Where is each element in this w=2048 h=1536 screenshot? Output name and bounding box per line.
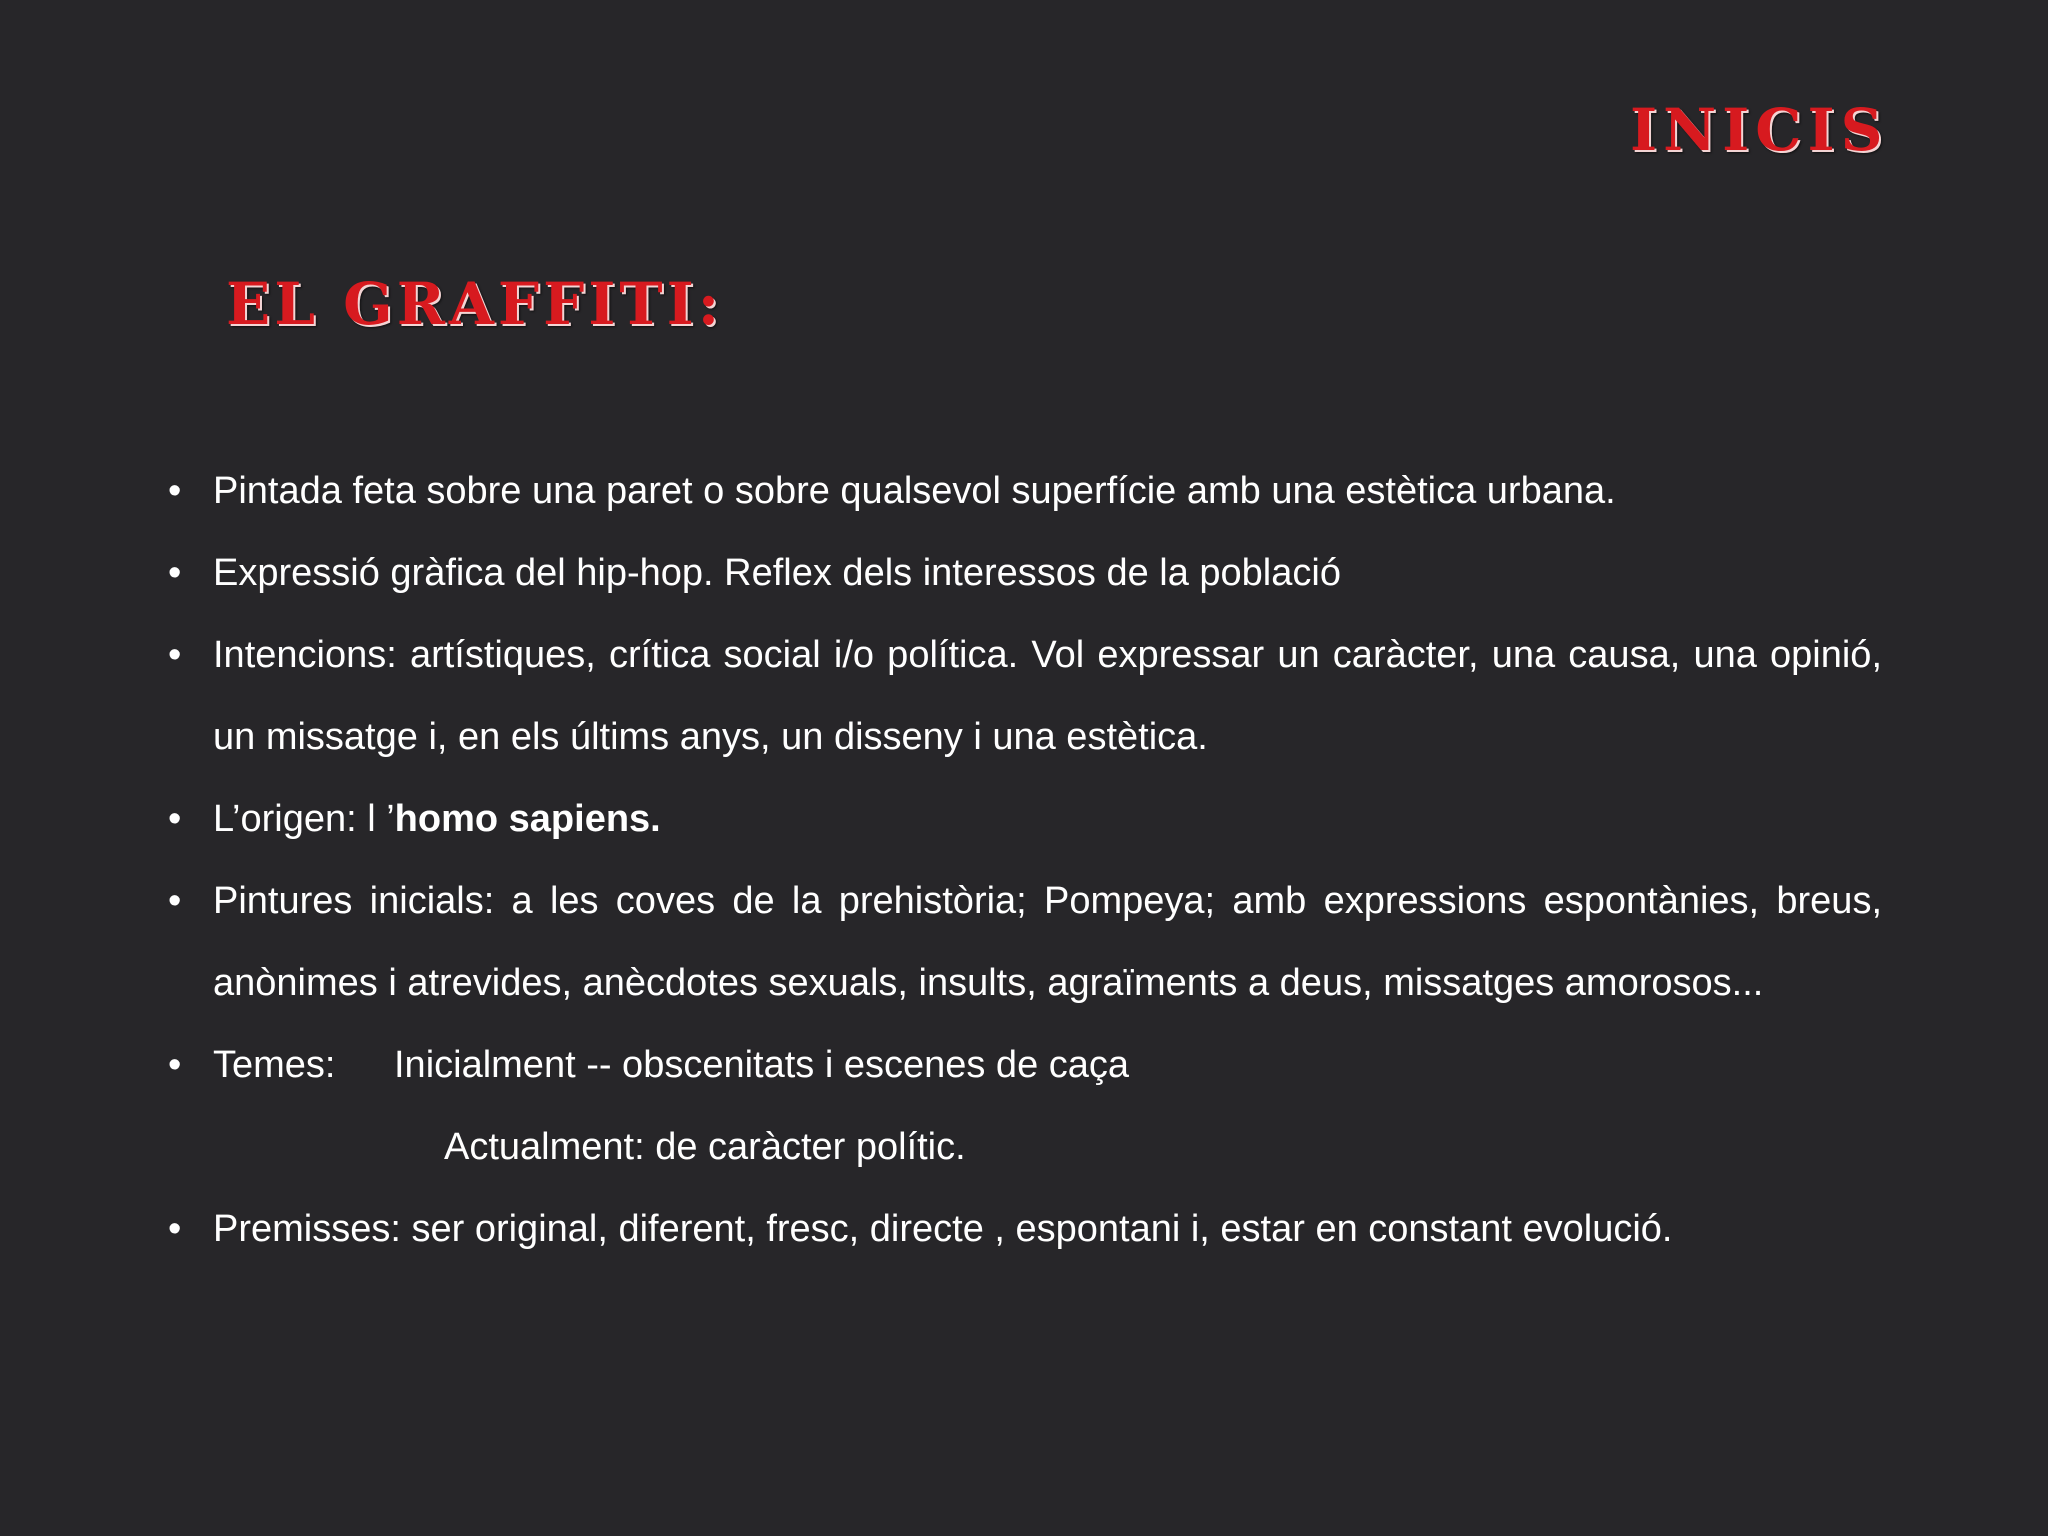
bullet-initial-paintings <box>168 860 1882 1024</box>
bullet-expression <box>168 532 1882 614</box>
bullet-list <box>168 450 1882 1270</box>
bullet-text-prefix: L’origen: l ’ <box>213 798 395 840</box>
bullet-premises <box>168 1188 1882 1270</box>
themes-current: Actualment: de caràcter polític. <box>444 1126 966 1168</box>
bullet-text: Premisses: ser original, diferent, fresc, directe , espontani i, estar en constant evolució. <box>213 1208 1673 1250</box>
bullet-definition <box>168 450 1882 532</box>
themes-initial: Inicialment -- obscenitats i escenes de caça <box>394 1044 1130 1086</box>
section-title: INICIS <box>1630 96 1889 164</box>
bullet-text: Intencions: artístiques, crítica social i/o política. Vol expressar un caràcter, una causa, una opinió, un missatge i, en els últims anys, un disseny i una estètica. <box>213 634 1882 758</box>
bullet-origin <box>168 778 1882 860</box>
bullet-text: Pintures inicials: a les coves de la prehistòria; Pompeya; amb expressions espontànies, breus, anònimes i atrevides, anècdotes sexuals, insults, agraïments a deus, missatges amorosos... <box>213 880 1882 1004</box>
bullet-text: Pintada feta sobre una paret o sobre qualsevol superfície amb una estètica urbana. <box>213 470 1616 512</box>
themes-label: • Temes: <box>213 1044 336 1086</box>
bullet-text: Expressió gràfica del hip-hop. Reflex dels interessos de la població <box>213 552 1341 594</box>
bullet-text-bold: homo sapiens. <box>394 798 661 840</box>
bullet-intentions <box>168 614 1882 778</box>
main-title: EL GRAFFITI: <box>226 270 724 338</box>
bullet-themes <box>168 1024 1882 1188</box>
themes-first-line <box>213 1024 1882 1106</box>
